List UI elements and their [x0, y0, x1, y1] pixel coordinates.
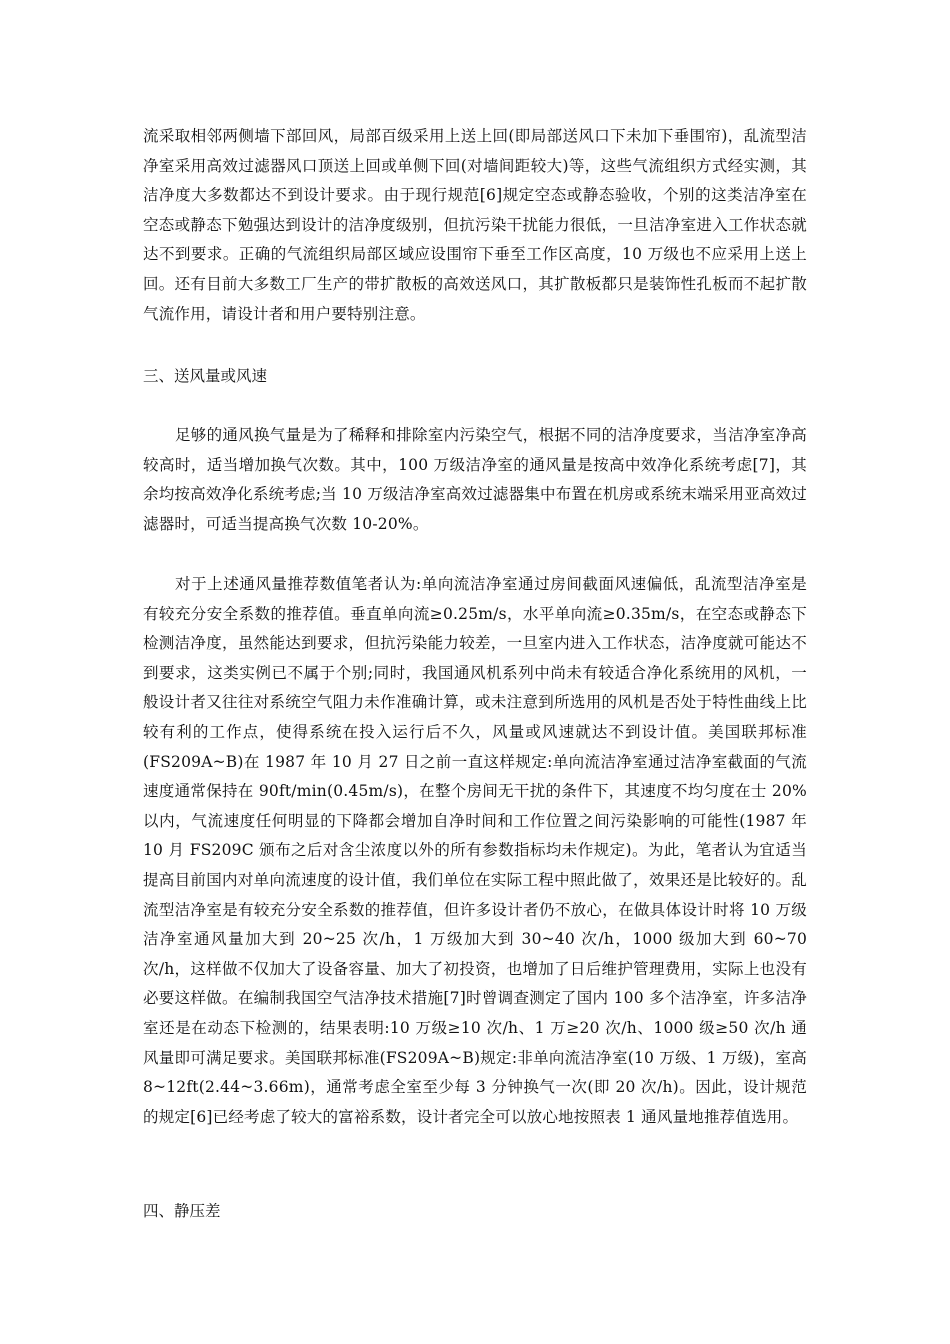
section-heading-static-pressure: 四、静压差 [143, 1202, 221, 1220]
section-heading-supply-air-volume: 三、送风量或风速 [143, 367, 268, 385]
paragraph-author-opinion: 对于上述通风量推荐数值笔者认为:单向流洁净室通过房间截面风速偏低，乱流型洁净室是有较充分安全系数的推荐值。垂直单向流≥0.25m/s，水平单向流≥0.35m/s，在空态或静态下检测洁净度，虽然能达到要求，但抗污染能力较差，一旦室内进入工作状态，洁净度就可能达不到要求，这类实例已不属于个别;同时，我国通风机系列中尚未有较适合净化系统用的风机，一般设计者又往往对系统空气阻力未作准确计算，或未注意到所选用的风机是否处于特性曲线上比较有利的工作点，使得系统在投入运行后不久，风量或风速就达不到设计值。美国联邦标准(FS209A~B)在 1987 年 10 月 27 日之前一直这样规定:单向流洁净室通过洁净室截面的气流速度通常保持在 90ft/min(0.45m/s)，在整个房间无干扰的条件下，其速度不均匀度在士 20%以内，气流速度任何明显的下降都会增加自净时间和工作位置之间污染影响的可能性(1987 年 10 月 FS209C 颁布之后对含尘浓度以外的所有参数指标均未作规定)。为此，笔者认为宜适当提高目前国内对单向流速度的设计值，我们单位在实际工程中照此做了，效果还是比较好的。乱流型洁净室是有较充分安全系数的推荐值，但许多设计者仍不放心，在做具体设计时将 10 万级洁净室通风量加大到 20~25 次/h，1 万级加大到 30~40 次/h，1000 级加大到 60~70 次/h，这样做不仅加大了设备容量、加大了初投资，也增加了日后维护管理费用，实际上也没有必要这样做。在编制我国空气洁净技术措施[7]时曾调查测定了国内 100 多个洁净室，许多洁净室还是在动态下检测的，结果表明:10 万级≥10 次/h、1 万≥20 次/h、1000 级≥50 次/h 通风量即可满足要求。美国联邦标准(FS209A~B)规定:非单向流洁净室(10 万级、1 万级)，室高 8~12ft(2.44~3.66m)，通常考虑全室至少每 3 分钟换气一次(即 20 次/h)。因此，设计规范的规定[6]已经考虑了较大的富裕系数，设计者完全可以放心地按照表 1 通风量地推荐值选用。 [143, 575, 807, 1126]
paragraph-airflow-organization: 流采取相邻两侧墙下部回风，局部百级采用上送上回(即局部送风口下未加下垂围帘)，乱流型洁净室采用高效过滤器风口顶送上回或单侧下回(对墙间距较大)等，这些气流组织方式经实测，其洁净度大多数都达不到设计要求。由于现行规范[6]规定空态或静态验收，个别的这类洁净室在空态或静态下勉强达到设计的洁净度级别，但抗污染干扰能力很低，一旦洁净室进入工作状态就达不到要求。正确的气流组织局部区域应设围帘下垂至工作区高度，10 万级也不应采用上送上回。还有目前大多数工厂生产的带扩散板的高效送风口，其扩散板都只是装饰性孔板而不起扩散气流作用，请设计者和用户要特别注意。 [143, 127, 807, 323]
paragraph-air-change-rate: 足够的通风换气量是为了稀释和排除室内污染空气，根据不同的洁净度要求，当洁净室净高较高时，适当增加换气次数。其中，100 万级洁净室的通风量是按高中效净化系统考虑[7]，其余均按高效净化系统考虑;当 10 万级洁净室高效过滤器集中布置在机房或系统末端采用亚高效过滤器时，可适当提高换气次数 10-20%。 [143, 426, 807, 533]
